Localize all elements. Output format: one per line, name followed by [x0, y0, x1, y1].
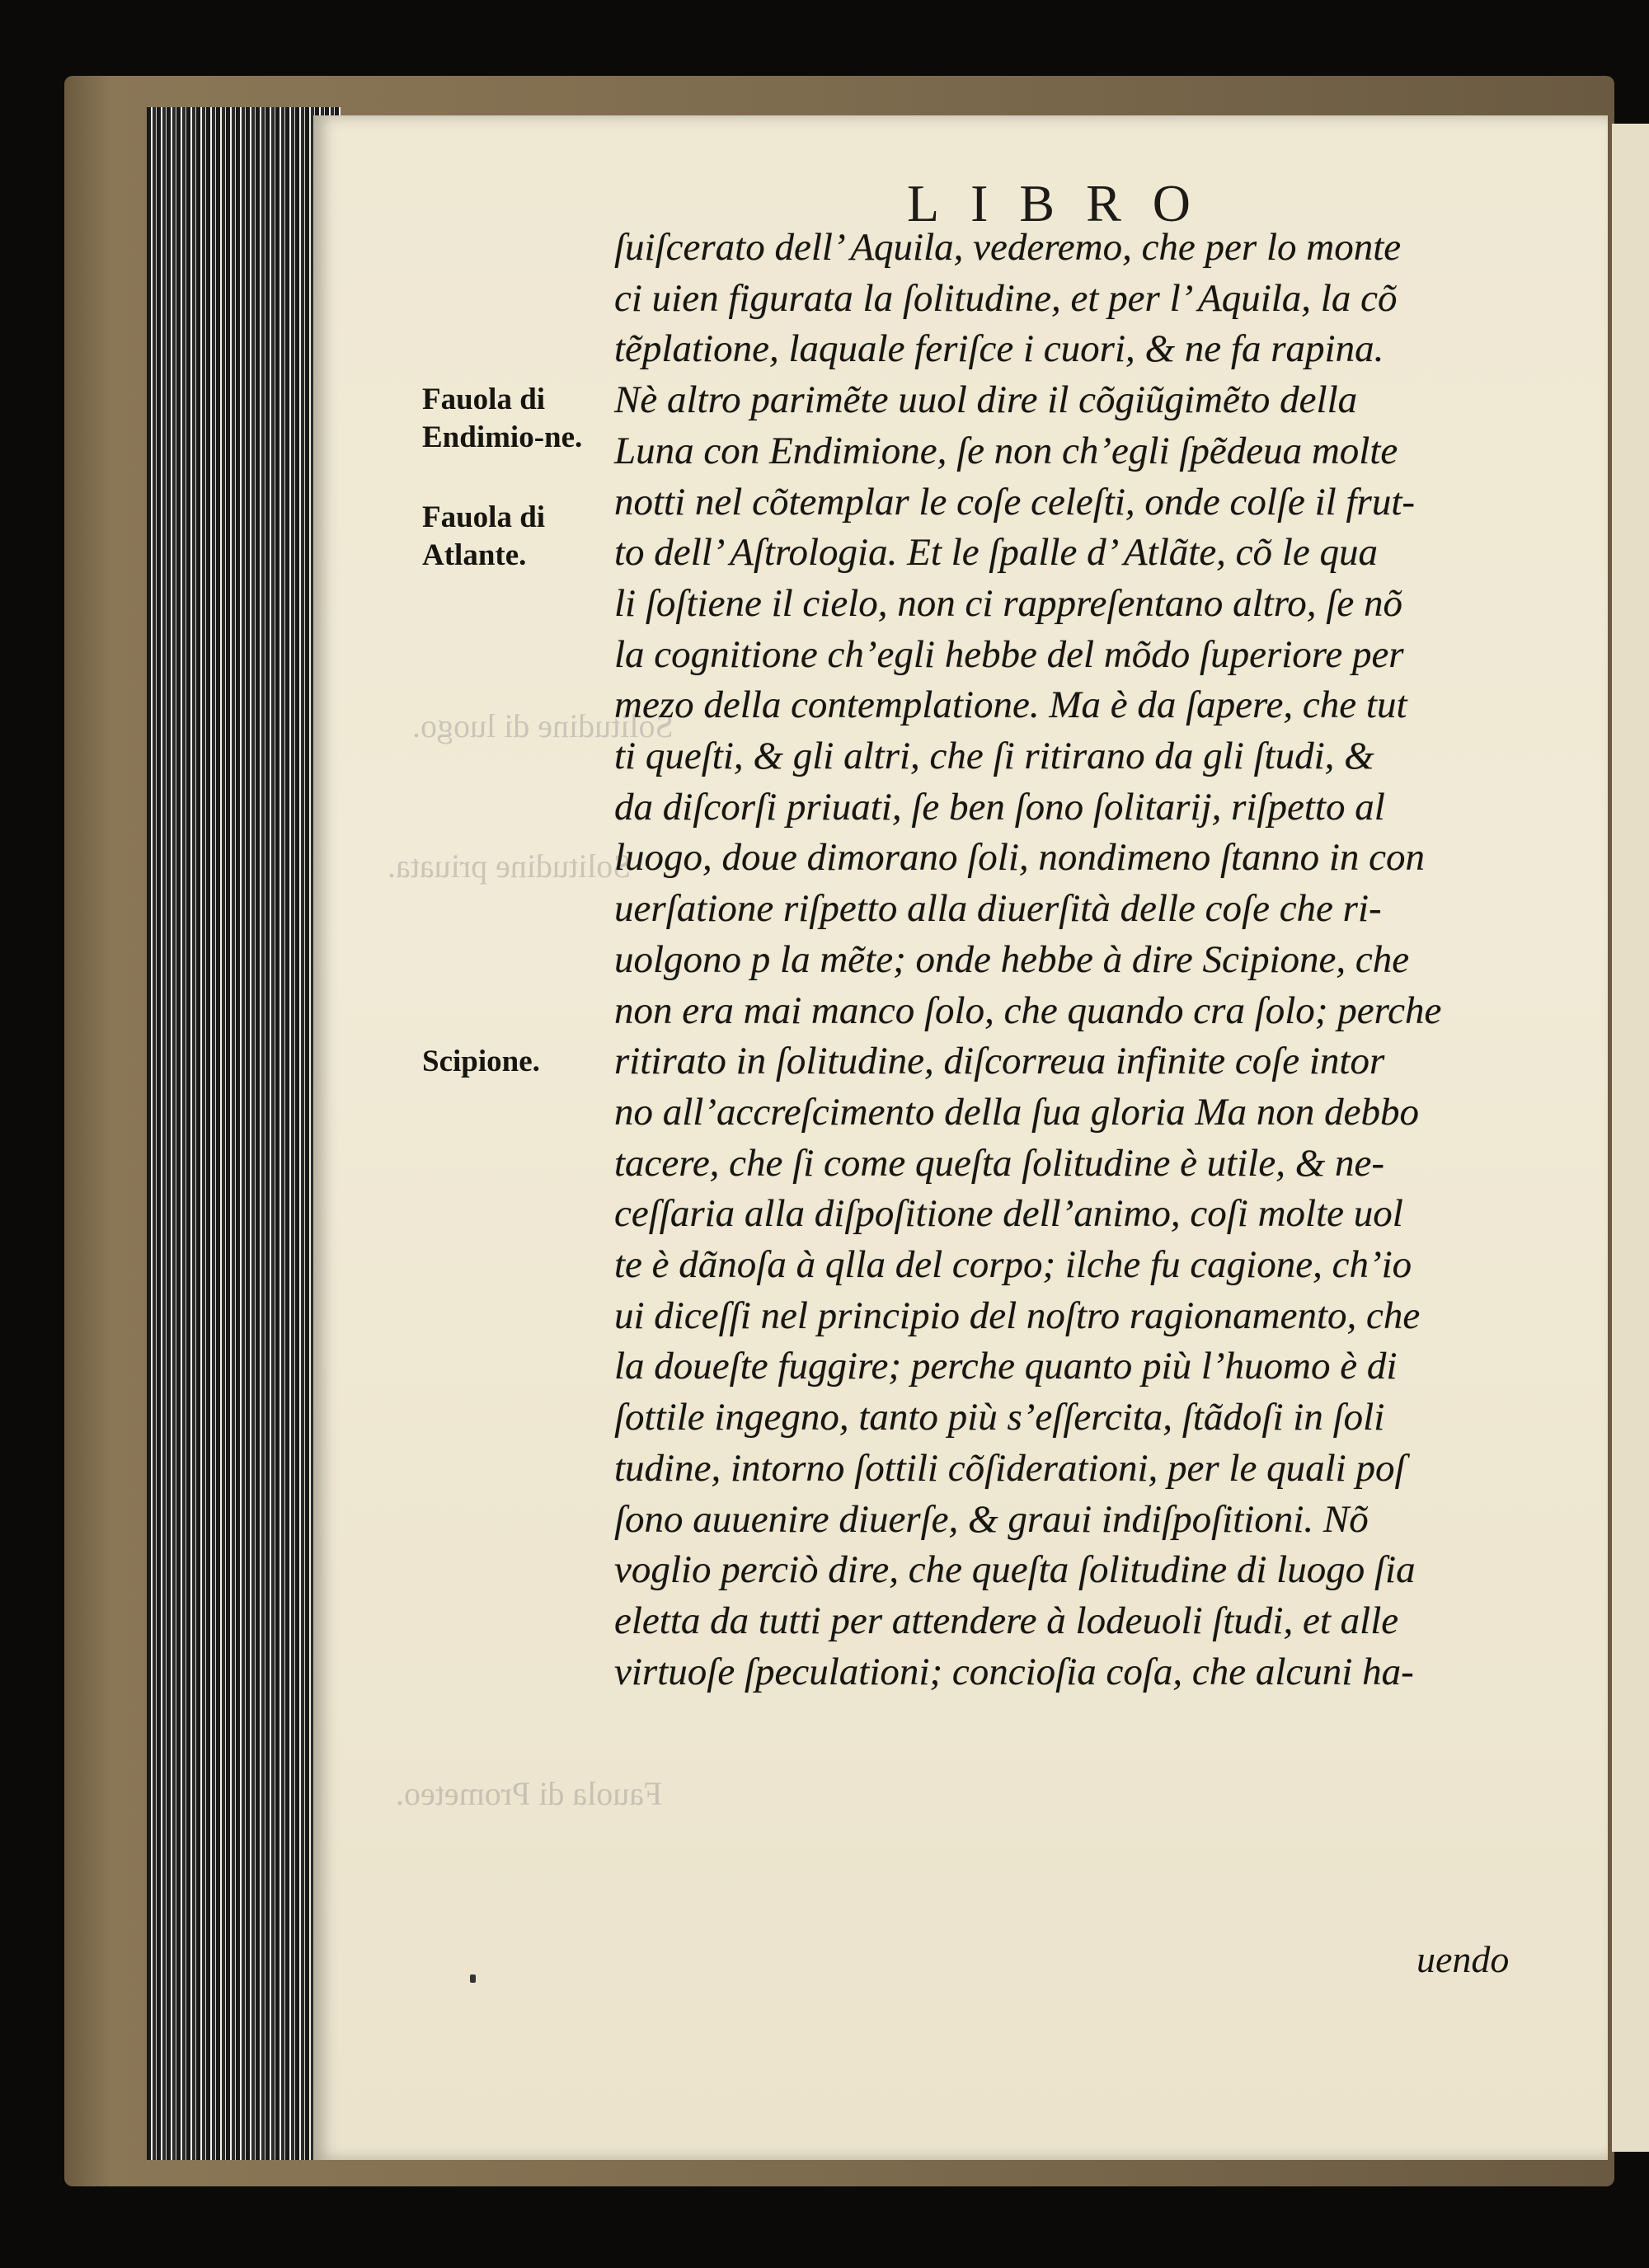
text-line: li ſoſtiene il cielo, non ci rappreſentano altro, ſe nõ [614, 581, 1402, 625]
text-line: ſuiſcerato dell’ Aquila, vederemo, che per lo monte [614, 226, 1402, 269]
margin-note-endimione: Fauola di Endimio-ne. [422, 383, 583, 454]
text-line: ceſſaria alla diſpoſitione dell’animo, coſi molte uol [614, 1192, 1403, 1236]
text-line: uolgono p la mẽte; onde hebbe à dire Scipione, che [614, 937, 1410, 981]
bleed-through-note-3: Fauola di Prometeo. [396, 1775, 663, 1812]
text-line: to dell’ Aſtrologia. Et le ſpalle d’ Atlãte, cõ le qua [614, 531, 1378, 575]
text-line: la cognitione ch’egli hebbe del mõdo ſuperiore per [614, 632, 1404, 676]
fore-edge-pages [147, 107, 341, 2160]
text-line: uerſatione riſpetto alla diuerſità delle coſe che ri- [614, 887, 1382, 931]
text-line: te è dãnoſa à qlla del corpo; ilche fu cagione, ch’io [614, 1243, 1412, 1287]
text-line: voglio perciò dire, che queſta ſolitudine di luogo ſia [614, 1548, 1416, 1592]
text-line: ſottile ingegno, tanto più s’eſſercita, ſtãdoſi in ſoli [614, 1396, 1385, 1439]
text-line: mezo della contemplatione. Ma è da ſapere, che tut [614, 683, 1407, 727]
text-line: Luna con Endimione, ſe non ch’egli ſpẽdeua molte [614, 429, 1398, 472]
adjacent-page-edge [1612, 124, 1649, 2152]
text-line: notti nel cõtemplar le coſe celeſti, onde colſe il frut- [614, 480, 1416, 524]
text-line: ui diceſſi nel principio del noſtro ragionamento, che [614, 1294, 1421, 1337]
text-line: ti queſti, & gli altri, che ſi ritirano da gli ſtudi, & [614, 735, 1374, 778]
text-line: eletta da tutti per attendere à lodeuoli ſtudi, et alle [614, 1599, 1399, 1642]
text-line: tacere, che ſi come queſta ſolitudine è utile, & ne- [614, 1141, 1385, 1185]
text-line: ritirato in ſolitudine, diſcorreua infinite coſe intor [614, 1040, 1385, 1083]
bleed-through-note-1: Solitudine di luogo. [412, 707, 674, 744]
ink-speck [470, 1975, 476, 1983]
text-line: no all’accreſcimento della ſua gloria Ma non debbo [614, 1090, 1419, 1134]
text-line: tẽplatione, laquale feriſce i cuori, & ne fa rapina. [614, 327, 1384, 371]
text-line: Nè altro parimẽte uuol dire il cõgiũgimẽto della [614, 378, 1358, 422]
margin-note-scipione: Scipione. [422, 1045, 540, 1078]
text-line: luogo, doue dimorano ſoli, nondimeno ſtanno in con [614, 836, 1426, 880]
text-line: virtuoſe ſpeculationi; concioſia coſa, che alcuni ha- [614, 1650, 1414, 1693]
text-line: ſono auuenire diuerſe, & graui indiſpoſitioni. Nõ [614, 1497, 1369, 1541]
body-text [614, 223, 1591, 1697]
text-line: tudine, intorno ſottili cõſiderationi, per le quali poſ [614, 1446, 1406, 1490]
margin-note-atlante: Fauola di Atlante. [422, 500, 546, 572]
text-line: da diſcorſi priuati, ſe ben ſono ſolitarij, riſpetto al [614, 785, 1385, 829]
text-line: la doueſte fuggire; perche quanto più l’huomo è di [614, 1345, 1398, 1388]
text-line: non era mai manco ſolo, che quando cra ſolo; perche [614, 988, 1442, 1032]
catchword: uendo [1416, 1938, 1510, 1980]
text-line: ci uien figurata la ſolitudine, et per l’ Aquila, la cõ [614, 276, 1398, 320]
bleed-through-note-2: Solitudine priuata. [388, 848, 632, 885]
running-head: LIBRO [907, 174, 1222, 232]
